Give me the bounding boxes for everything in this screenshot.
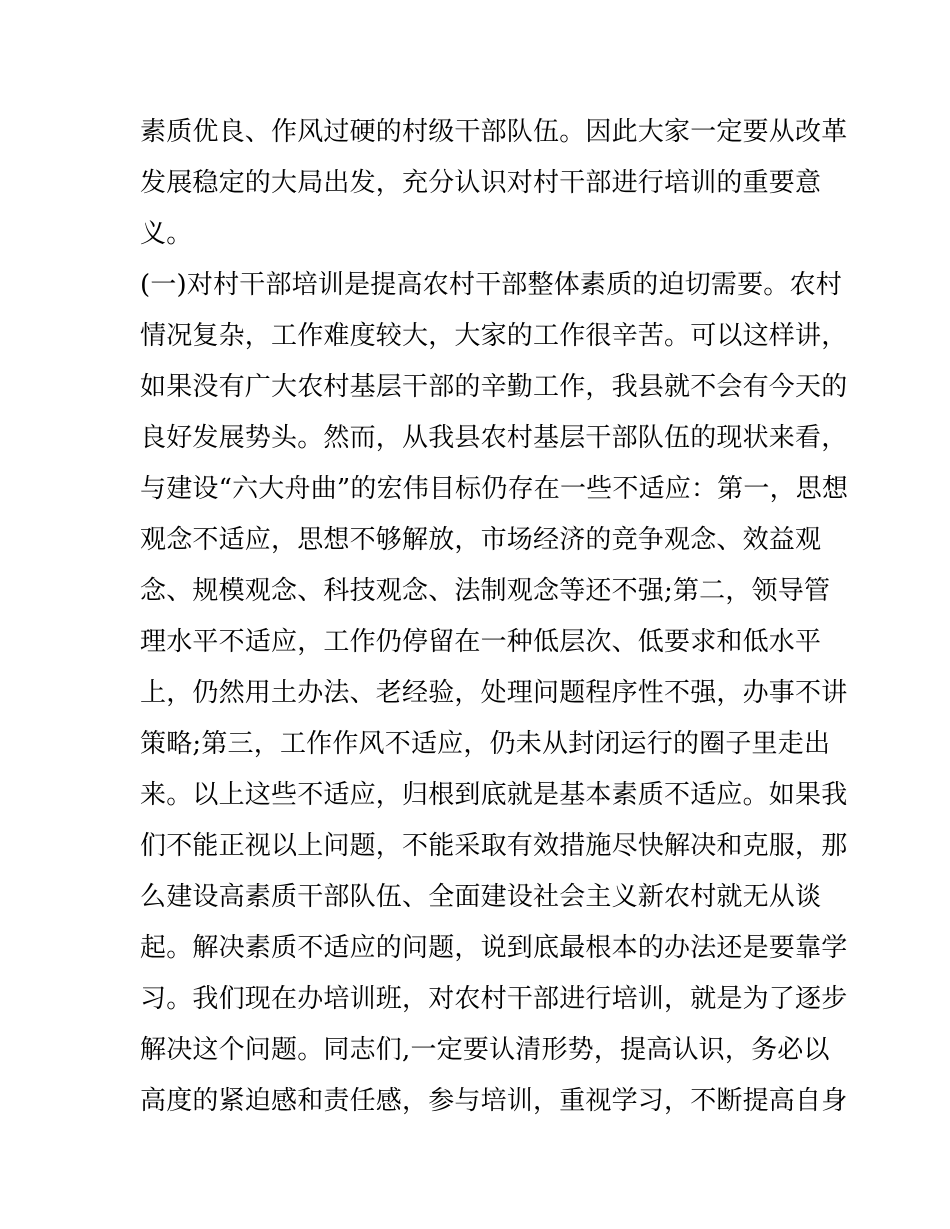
text-line: 们不能正视以上问题，不能采取有效措施尽快解决和克服，那 [140,831,848,861]
text-line: 发展稳定的大局出发，充分认识对村干部进行培训的重要意 [140,168,822,198]
text-line: (一)对村干部培训是提高农村干部整体素质的迫切需要。农村 [140,270,842,300]
text-line: 策略;第三，工作作风不适应，仍未从封闭运行的圈子里走出 [140,729,831,759]
text-line: 观念不适应，思想不够解放，市场经济的竞争观念、效益观 [140,525,822,555]
text-line: 念、规模观念、科技观念、法制观念等还不强;第二，领导管 [140,576,831,606]
text-line: 解决这个问题。同志们,一定要认清形势，提高认识，务必以 [140,1035,830,1065]
text-line: 如果没有广大农村基层干部的辛勤工作，我县就不会有今天的 [140,372,848,402]
text-line: 上，仍然用土办法、老经验，处理问题程序性不强，办事不讲 [140,678,848,708]
text-line: 素质优良、作风过硬的村级干部队伍。因此大家一定要从改革 [140,117,848,147]
text-line: 来。以上这些不适应，归根到底就是基本素质不适应。如果我 [140,780,848,810]
text-line: 高度的紧迫感和责任感，参与培训，重视学习，不断提高自身 [140,1086,848,1116]
text-line: 情况复杂，工作难度较大，大家的工作很辛苦。可以这样讲， [140,321,848,351]
text-line: 与建设“六大舟曲”的宏伟目标仍存在一些不适应：第一，思想 [140,474,849,504]
text-line: 理水平不适应，工作仍停留在一种低层次、低要求和低水平 [140,627,822,657]
text-line: 么建设高素质干部队伍、全面建设社会主义新农村就无从谈 [140,882,822,912]
text-line: 起。解决素质不适应的问题，说到底最根本的办法还是要靠学 [140,933,848,963]
text-line: 良好发展势头。然而，从我县农村基层干部队伍的现状来看， [140,423,848,453]
text-line: 义。 [140,219,193,249]
document-body-text [140,107,849,1127]
text-line: 习。我们现在办培训班，对农村干部进行培训，就是为了逐步 [140,984,848,1014]
